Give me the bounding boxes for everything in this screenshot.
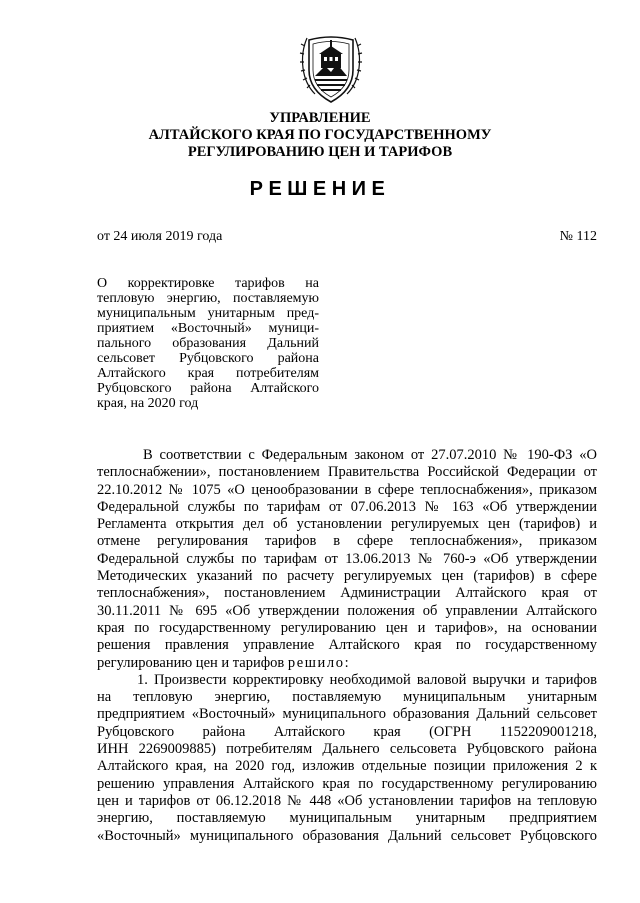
body-line: «Восточный» муниципального образования Дальний сельсовет Рубцовского	[97, 827, 597, 844]
body-line: решения правления управление Алтайского края по государственному	[97, 637, 597, 654]
subject-line: О корректировке тарифов на	[97, 276, 319, 291]
authority-header	[0, 110, 640, 161]
body-line: Федеральной службы по тарифам от 07.06.2013 № 163 «Об утверждении	[97, 498, 597, 515]
decided-word: решило	[287, 654, 345, 671]
subject-line: пального образования Дальний	[97, 336, 319, 351]
body-line: Федеральной службы по тарифам от 13.06.2013 № 760-э «Об утверждении	[97, 550, 597, 567]
coat-of-arms-emblem	[299, 32, 363, 106]
body-line: энергию, поставляемую муниципальным унитарным предприятием	[97, 810, 597, 827]
subject-line: приятием «Восточный» муници-	[97, 321, 319, 336]
body-line: теплоснабжения», постановлением Администрации Алтайского края от	[97, 585, 597, 602]
body-line	[97, 655, 597, 672]
header-line-2: АЛТАЙСКОГО КРАЯ ПО ГОСУДАРСТВЕННОМУ	[148, 127, 492, 143]
subject-line: тепловую энергию, поставляемую	[97, 291, 319, 306]
body-line: предприятием «Восточный» муниципального образования Дальний сельсовет	[97, 706, 597, 723]
body-line: 22.10.2012 № 1075 «О ценообразовании в сфере теплоснабжения», приказом	[97, 481, 597, 498]
body-line: Методических указаний по расчету регулируемых цен (тарифов) в сфере	[97, 568, 597, 585]
body-text	[97, 447, 597, 845]
body-line: В соответствии с Федеральным законом от 27.07.2010 № 190-ФЗ «О	[143, 447, 597, 463]
header-line-3: РЕГУЛИРОВАНИЮ ЦЕН И ТАРИФОВ	[187, 144, 453, 160]
subject-line: Рубцовского района Алтайского	[97, 381, 319, 396]
document-number: № 112	[559, 229, 597, 244]
subject-block	[97, 276, 319, 411]
subject-line: сельсовет Рубцовского района	[97, 351, 319, 366]
body-line-text: регулированию цен и тарифов	[97, 654, 285, 671]
colon: :	[344, 654, 349, 671]
body-line: 30.11.2011 № 695 «Об утверждении положения об управлении Алтайского	[97, 602, 597, 619]
subject-line: края, на 2020 год	[97, 396, 199, 411]
header-line-1: УПРАВЛЕНИЕ	[269, 110, 371, 126]
subject-line: Алтайского края потребителям	[97, 366, 319, 381]
document-date: от 24 июля 2019 года	[97, 229, 223, 244]
document-title: РЕШЕНИЕ	[249, 178, 391, 200]
subject-line: муниципальным унитарным пред-	[97, 306, 319, 321]
body-line: отмене регулирования тарифов в сфере теплоснабжения», приказом	[97, 533, 597, 550]
body-line: на тепловую энергию, поставляемую муниципальным унитарным	[97, 689, 597, 706]
body-line: 1. Произвести корректировку необходимой валовой выручки и тарифов	[137, 671, 597, 688]
body-line: Алтайского края, на 2020 год, изложив отдельные позиции приложения 2 к	[97, 758, 597, 775]
body-line: решению управления Алтайского края по государственному регулированию	[97, 775, 597, 792]
body-line: теплоснабжении», постановлением Правительства Российской Федерации от	[97, 464, 597, 481]
date-line	[97, 229, 597, 245]
body-line: Регламента открытия дел об установлении регулируемых цен (тарифов) и	[97, 516, 597, 533]
body-line: цен и тарифов от 06.12.2018 № 448 «Об установлении тарифов на тепловую	[97, 792, 597, 809]
body-line: ИНН 2269009885) потребителям Дальнего сельсовета Рубцовского района	[97, 741, 597, 758]
body-line: края по государственному регулированию цен и тарифов», на основании	[97, 619, 597, 636]
body-line: Рубцовского района Алтайского края (ОГРН 1152209001218,	[97, 723, 597, 740]
